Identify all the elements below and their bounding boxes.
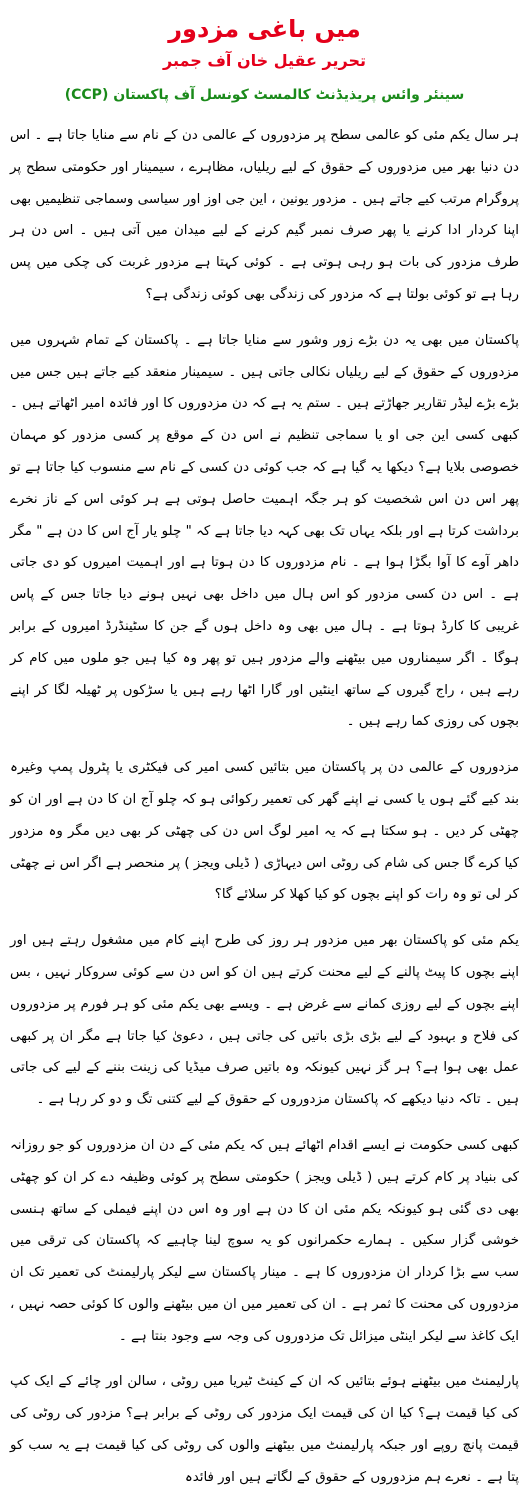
author-affiliation: سینئر وائس پریذیڈنٹ کالمسٹ کونسل آف پاکستان (CCP) (64, 87, 465, 103)
article-paragraph: کبھی کسی حکومت نے ایسے اقدام اٹھائے ہیں کہ یکم مئی کے دن ان مزدوروں کو جو روزانہ کی بنیاد پر کام کرتے ہیں ( ڈیلی ویجز ) حکومتی سطح پر کوئی وظیفہ دے کر ان کو چھٹی بھی دی گئی ہو کیونکہ یکم مئی ان کا دن ہے اور وہ اس دن اپنے فیملی کے ساتھ ہنسی خوشی گزار سکیں ۔ ہمارے حکمرانوں کو یہ سوچ لینا چاہیے کہ پاکستان کی ترقی میں سب سے بڑا کردار ان مزدوروں کا ہے ۔ مینار پاکستان سے لیکر پارلیمنٹ کی تعمیر تک ان مزدوروں کی محنت کا ثمر ہے ۔ ان کی تعمیر میں ان میں بیٹھنے والوں کا کوئی حصہ نہیں ، ایک کاغذ سے لیکر اینٹی میزائل تک مزدوروں کی وجہ سے وجود بنتا ہے ۔ (10, 1137, 519, 1344)
article-paragraph: پاکستان میں بھی یہ دن بڑے زور وشور سے منایا جاتا ہے ۔ پاکستان کے تمام شہروں میں مزدوروں کے حقوق کے لیے ریلیاں نکالی جاتی ہیں ۔ سیمینار منعقد کیے جاتے ہیں جس میں بڑے بڑے لیڈر تقاریر جھاڑتے ہیں ۔ ستم یہ ہے کہ دن مزدوروں کا اور فائدہ امیر اٹھاتے ہیں ۔ کبھی کسی این جی او یا سماجی تنظیم نے اس دن کے موقع پر کسی مزدور کو مہمان خصوصی بلایا ہے؟ دیکھا یہ گیا ہے کہ جب کوئی دن کسی کے نام سے منسوب کیا جاتا ہے تو پھر اس دن اس شخصیت کو ہر جگہ اہمیت حاصل ہوتی ہے ہر کوئی اس کے ناز نخرے برداشت کرتا ہے اور بلکہ یہاں تک بھی کہہ دیا جاتا ہے کہ " چلو یار آج اس کا دن ہے " مگر داھر آوے کا آوا بگڑا ہوا ہے ۔ نام مزدوروں کا دن ہوتا ہے اور اہمیت امیروں کو دی جاتی ہے ۔ اس دن کسی مزدور کو اس ہال میں داخل بھی نہیں ہونے دیا جاتا جس کے پاس غریبی کا کارڈ ہوتا ہے ۔ ہال میں بھی وہ داخل ہوں گے جن کا سٹینڈرڈ امیروں کے برابر ہوگا ۔ اگر سیمناروں میں بیٹھنے والے مزدور ہیں تو پھر وہ کیا ہیں جو ملوں میں کام کر رہے ہیں ، راج گیروں کے ساتھ اینٹیں اور گارا اٹھا رہے ہیں یا سڑکوں پر ٹھیلہ لگا کر اپنے بچوں کی روزی کما رہے ہیں ۔ (10, 332, 519, 730)
article-paragraph: یکم مئی کو پاکستان بھر میں مزدور ہر روز کی طرح اپنے کام میں مشغول رہتے ہیں اور اپنے بچوں کا پیٹ پالنے کے لیے محنت کرتے ہیں ان کو اس دن سے کوئی سروکار نہیں ، بس اپنے بچوں کے لیے روزی کمانے سے غرض ہے ۔ ویسے بھی یکم مئی کو ہر فورم پر مزدوروں کی فلاح و بہبود کے لیے بڑی بڑی باتیں کی جاتی ہیں ، دعویٰ کیا جاتا ہے مگر ان پر کبھی عمل بھی ہوا ہے؟ ہر گز نہیں کیونکہ وہ باتیں صرف میڈیا کی زینت بننے کے لیے کی جاتی ہیں ۔ تاکہ دنیا دیکھے کہ پاکستان مزدوروں کے حقوق کے لیے کتنی تگ و دو کر رہا ہے ۔ (10, 933, 519, 1108)
article-body (10, 120, 519, 1494)
article-byline: تحریر عقیل خان آف جمبر (163, 51, 366, 70)
article-title: میں باغی مزدور (168, 15, 361, 43)
article-header (0, 0, 529, 106)
article-paragraph: پارلیمنٹ میں بیٹھنے ہوئے بتائیں کہ ان کے کینٹ ٹیریا میں روٹی ، سالن اور چائے کے ایک کپ کی کیا قیمت ہے؟ کیا ان کی قیمت ایک مزدور کی روٹی کے برابر ہے؟ مزدور کی روٹی کی قیمت پانچ روپے اور جبکہ پارلیمنٹ میں بیٹھنے والوں کی روٹی کی کیا قیمت ہے یہ سب کو پتا ہے ۔ نعرے ہم مزدوروں کے حقوق کے لگاتے ہیں اور فائدہ (10, 1374, 519, 1485)
article-paragraph: مزدوروں کے عالمی دن پر پاکستان میں بتائیں کسی امیر کی فیکٹری یا پٹرول پمپ وغیرہ بند کیے گئے ہوں یا کسی نے اپنے گھر کی تعمیر رکوائی ہو کہ چلو آج ان کا دن ہے اور ان کو چھٹی کر دیں ۔ ہو سکتا ہے کہ یہ امیر لوگ اس دن کی چھٹی کر بھی دیں مگر وہ مزدور کیا کرے گا جس کی شام کی روٹی اس دیہاڑی ( ڈیلی ویجز ) پر منحصر ہے اگر اس نے چھٹی کر لی تو وہ رات کو اپنے بچوں کو کیا کھلا کر سلائے گا؟ (10, 760, 519, 903)
article-paragraph: ہر سال یکم مئی کو عالمی سطح پر مزدوروں کے عالمی دن کے نام سے منایا جاتا ہے ۔ اس دن دنیا بھر میں مزدوروں کے حقوق کے لیے ریلیاں، مظاہرے ، سیمینار اور حکومتی سطح پر پروگرام مرتب کیے جاتے ہیں ۔ مزدور یونین ، این جی اوز اور سیاسی وسماجی تنظیمیں بھی اپنا کردار ادا کرنے یا پھر صرف نمبر گیم کرنے کے لیے میدان میں آتی ہیں ۔ اس دن ہر طرف مزدور کی بات ہو رہی ہوتی ہے ۔ کوئی کہتا ہے مزدور غربت کی چکی میں پس رہا ہے تو کوئی بولتا ہے کہ مزدور کی زندگی بھی کوئی زندگی ہے؟ (10, 128, 519, 302)
